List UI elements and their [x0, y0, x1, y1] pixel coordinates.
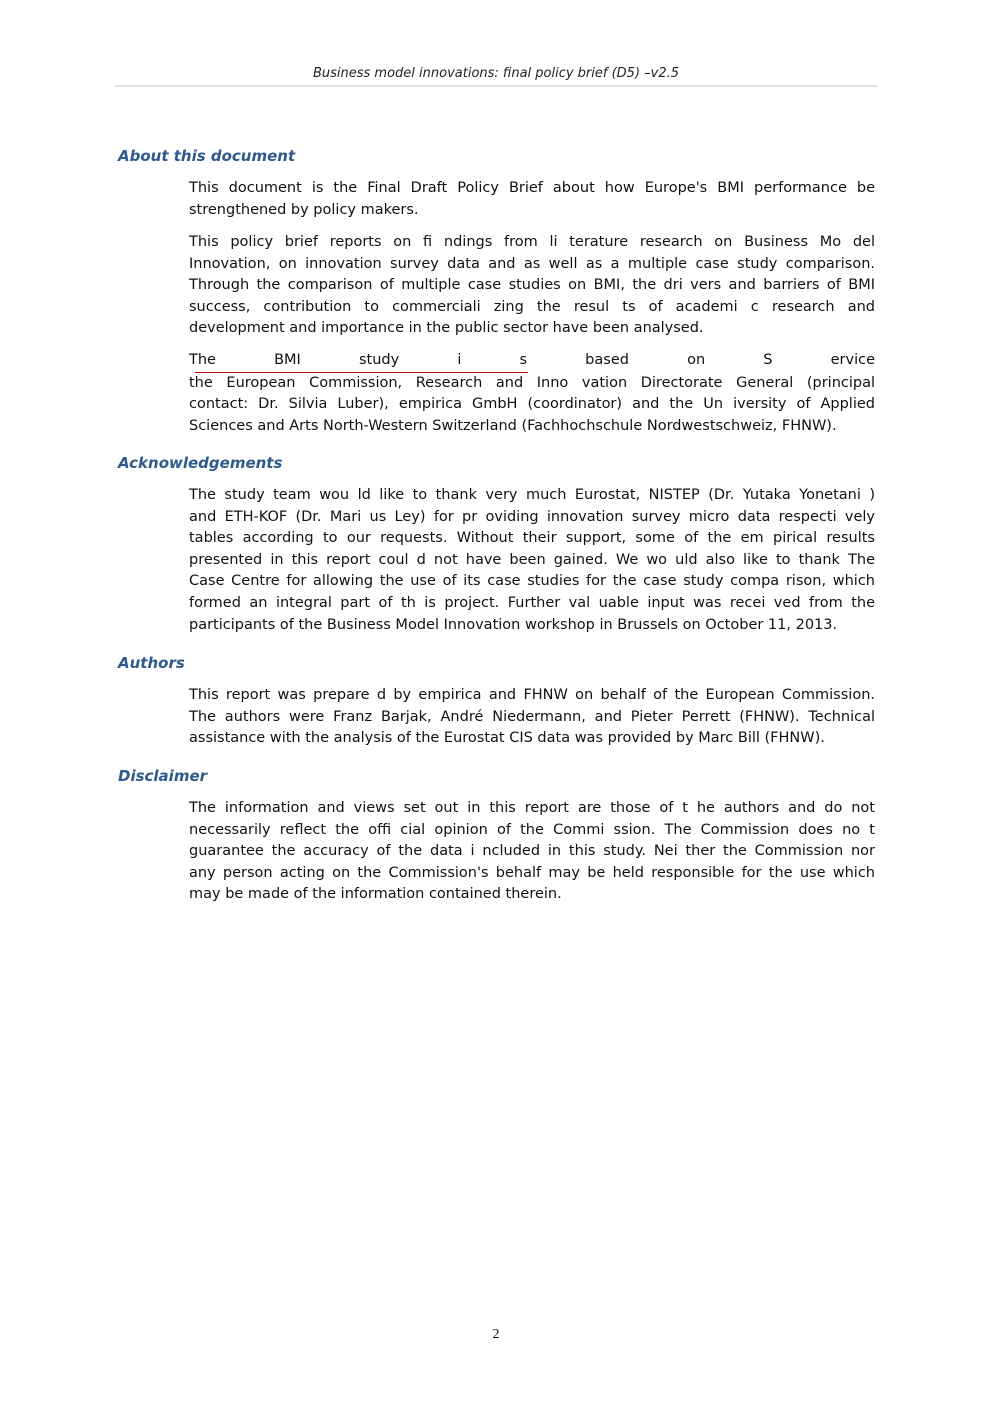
- text-line: [189, 798, 875, 820]
- text-line: [189, 275, 875, 297]
- line-text: success, contribution to commerciali zing the resul ts of academi c research and: [189, 298, 875, 315]
- paragraph: [189, 685, 875, 750]
- line-text: any person acting on the Commission's behalf may be held responsible for the use which: [189, 864, 875, 881]
- line-text: Case Centre for allowing the use of its case studies for the case study compa rison, which: [189, 573, 875, 590]
- line-text: contact: Dr. Silvia Luber), empirica GmbH (coordinator) and the Un iversity of Applied: [189, 396, 875, 413]
- line-text: This document is the Final Draft Policy Brief about how Europe's BMI performance be: [189, 180, 875, 196]
- line-text: formed an integral part of th is project. Further val uable input was recei ved from the: [189, 594, 875, 611]
- text-line: [189, 297, 875, 319]
- line-text: participants of the Business Model Innovation workshop in Brussels on October 11, 2013.: [189, 616, 838, 633]
- text-line: [189, 394, 875, 416]
- section-heading: Disclaimer: [118, 767, 208, 785]
- line-text: tables according to our requests. Without their support, some of the em pirical results: [189, 530, 875, 547]
- page-number: 2: [492, 1327, 500, 1342]
- text-line: [189, 350, 875, 373]
- running-header: Business model innovations: final policy brief (D5) –v2.5: [312, 66, 680, 81]
- text-line: [189, 416, 875, 438]
- section-heading: Acknowledgements: [118, 454, 283, 472]
- text-line: [189, 884, 875, 906]
- line-text: The information and views set out in this report are those of t he authors and do not: [189, 800, 875, 816]
- text-line: [189, 485, 875, 507]
- line-text: This report was prepare d by empirica and FHNW on behalf of the European Commission.: [189, 687, 875, 703]
- line-text: Sciences and Arts North-Western Switzerland (Fachhochschule Nordwestschweiz, FHNW).: [189, 417, 837, 434]
- section-heading: About this document: [118, 147, 296, 165]
- text-line: [189, 615, 875, 637]
- text-line: [189, 318, 875, 340]
- text-line: [189, 200, 875, 222]
- line-text: guarantee the accuracy of the data i ncluded in this study. Nei ther the Commission nor: [189, 843, 875, 860]
- paragraph: [189, 232, 875, 340]
- text-line: [189, 373, 875, 395]
- text-line: [189, 820, 875, 842]
- line-text: assistance with the analysis of the Eurostat CIS data was provided by Marc Bill (FHNW).: [189, 730, 825, 747]
- text-line: [189, 728, 875, 750]
- text-line: [189, 841, 875, 863]
- text-line: [189, 178, 875, 200]
- line-text: Through the comparison of multiple case studies on BMI, the dri vers and barriers of BMI: [189, 277, 875, 294]
- text-line: [189, 593, 875, 615]
- line-text: necessarily reflect the offi cial opinion of the Commi ssion. The Commission does no t: [189, 821, 875, 838]
- line-text: the European Commission, Research and Inno vation Directorate General (principal: [189, 374, 875, 391]
- paragraph: [189, 485, 875, 636]
- text-line: [189, 507, 875, 529]
- line-text: development and importance in the public sector have been analysed.: [189, 320, 704, 337]
- line-text: Innovation, on innovation survey data and as well as a multiple case study comparison.: [189, 255, 875, 272]
- header-rule: [115, 85, 878, 87]
- line-text: The BMI study i s based on S ervice: [189, 352, 875, 368]
- section-heading: Authors: [118, 654, 185, 672]
- text-line: [189, 232, 875, 254]
- line-text: The study team wou ld like to thank very much Eurostat, NISTEP (Dr. Yutaka Yonetani ): [189, 487, 875, 503]
- line-text: presented in this report coul d not have been gained. We wo uld also like to thank The: [189, 551, 875, 568]
- text-line: [189, 550, 875, 572]
- line-text: may be made of the information contained therein.: [189, 886, 562, 903]
- paragraph: [189, 798, 875, 906]
- line-text: strengthened by policy makers.: [189, 201, 419, 218]
- line-text: and ETH-KOF (Dr. Mari us Ley) for pr oviding innovation survey micro data respecti vely: [189, 508, 875, 525]
- text-line: [189, 528, 875, 550]
- text-line: [189, 707, 875, 729]
- line-text: The authors were Franz Barjak, André Niedermann, and Pieter Perrett (FHNW). Technical: [189, 708, 875, 725]
- text-line: [189, 571, 875, 593]
- paragraph: [189, 178, 875, 221]
- text-line: [189, 254, 875, 276]
- line-text: This policy brief reports on fi ndings from li terature research on Business Mo del: [189, 234, 875, 250]
- text-line: [189, 685, 875, 707]
- text-line: [189, 863, 875, 885]
- paragraph: [189, 350, 875, 437]
